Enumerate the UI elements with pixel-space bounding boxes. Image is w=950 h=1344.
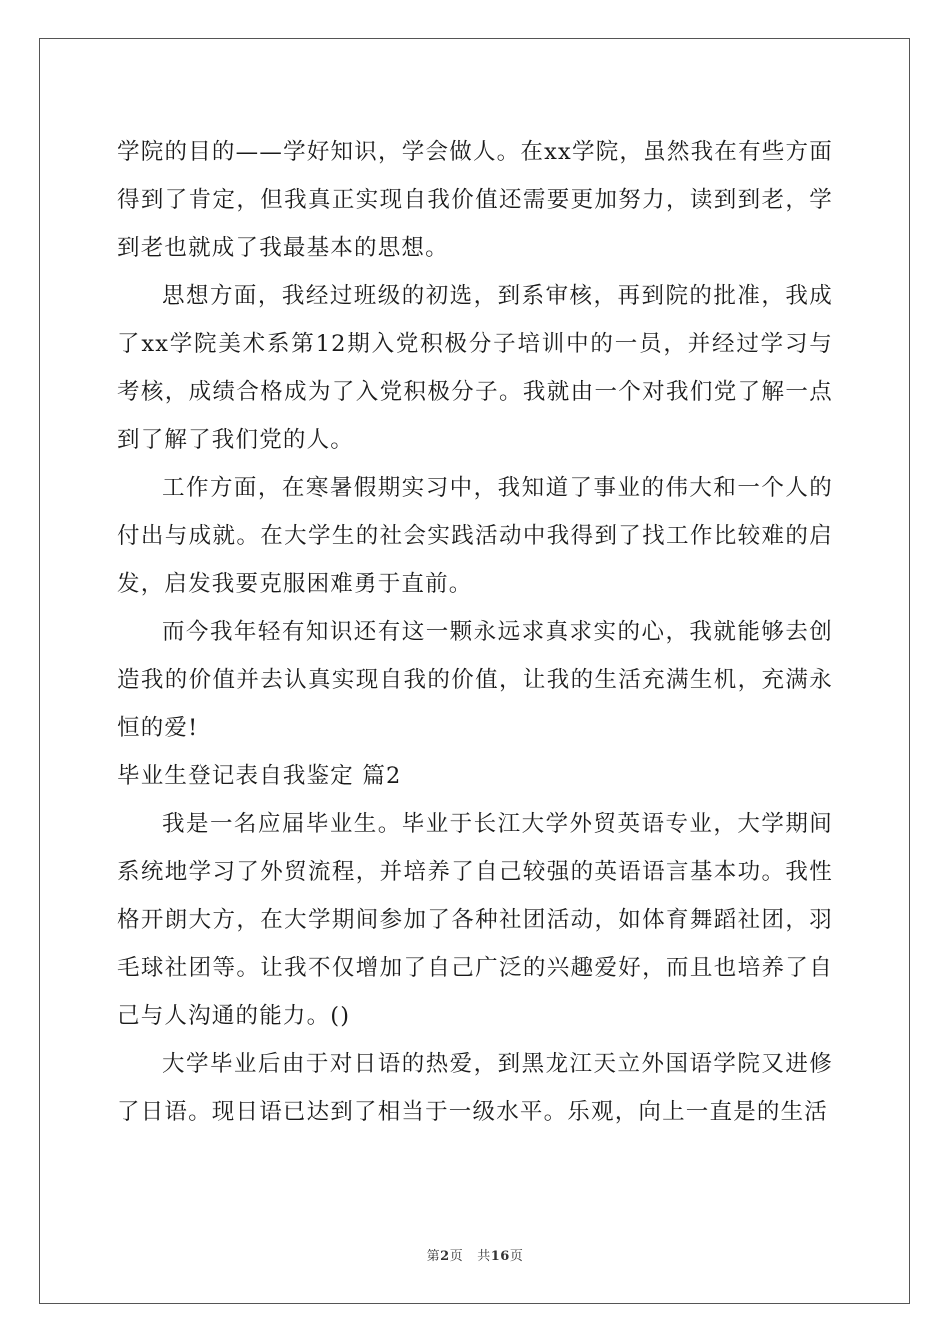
paragraph-thought: 思想方面，我经过班级的初选，到系审核，再到院的批准，我成了xx学院美术系第12期入党积极分子培训中的一员，并经过学习与考核，成绩合格成为了入党积极分子。我就由一个对我们党了解一点到了解了我们党的人。 xyxy=(117,283,833,453)
total-unit: 页 xyxy=(509,1249,524,1264)
paragraph-work: 工作方面，在寒暑假期实习中，我知道了事业的伟大和一个人的付出与成就。在大学生的社会实践活动中我得到了找工作比较难的启发，启发我要克服困难勇于直前。 xyxy=(117,475,833,597)
paragraph-intro: 我是一名应届毕业生。毕业于长江大学外贸英语专业，大学期间系统地学习了外贸流程，并培养了自己较强的英语语言基本功。我性格开朗大方，在大学期间参加了各种社团活动，如体育舞蹈社团，羽毛球社团等。让我不仅增加了自己广泛的兴趣爱好，而且也培养了自己与人沟通的能力。() xyxy=(117,811,833,1029)
page-prefix: 第 xyxy=(426,1249,441,1264)
page-unit: 页 xyxy=(449,1249,464,1264)
page-footer xyxy=(0,1245,950,1264)
paragraph-conclusion: 而今我年轻有知识还有这一颗永远求真求实的心，我就能够去创造我的价值并去认真实现自我的价值，让我的生活充满生机，充满永恒的爱! xyxy=(117,619,833,741)
page-total: 16 xyxy=(490,1249,510,1264)
document-body xyxy=(117,128,833,1136)
section-heading: 毕业生登记表自我鉴定 篇2 xyxy=(117,763,402,789)
page-current: 2 xyxy=(440,1249,450,1264)
total-prefix: 共 xyxy=(477,1249,491,1264)
paragraph-continued: 学院的目的——学好知识，学会做人。在xx学院，虽然我在有些方面得到了肯定，但我真正实现自我价值还需要更加努力，读到到老，学到老也就成了我最基本的思想。 xyxy=(117,139,833,261)
paragraph-japanese: 大学毕业后由于对日语的热爱，到黑龙江天立外国语学院又进修了日语。现日语已达到了相当于一级水平。乐观，向上一直是的生活 xyxy=(117,1051,833,1125)
